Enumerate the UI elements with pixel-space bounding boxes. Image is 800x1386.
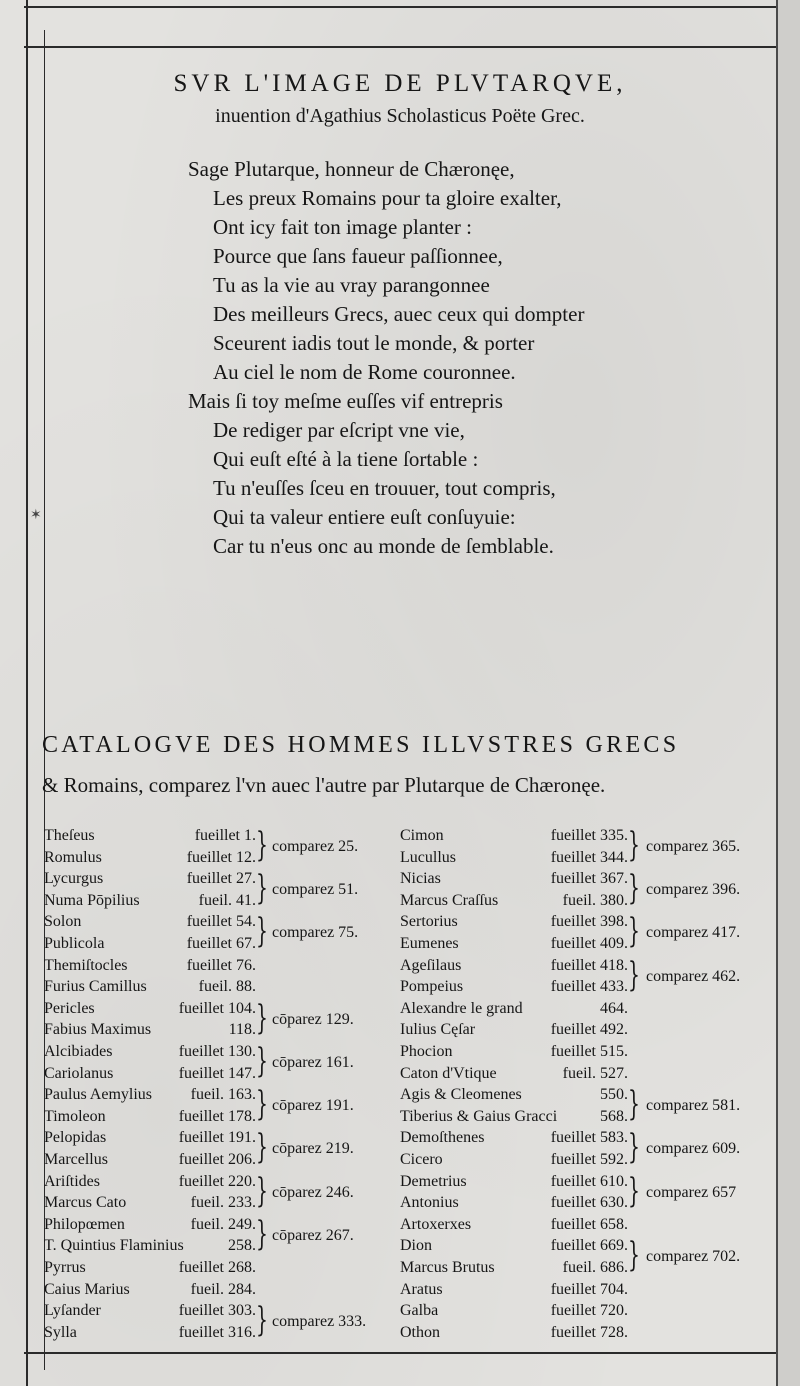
brace-icon: }	[256, 825, 268, 865]
comparison-label: comparez 333.	[272, 1313, 367, 1331]
catalogue-name: Cicero	[400, 1151, 443, 1168]
comparison-label: cōparez 219.	[272, 1140, 354, 1158]
upper-rule	[24, 46, 776, 48]
catalogue-folio: 464.	[600, 999, 628, 1017]
catalogue-name: Paulus Aemylius	[44, 1086, 153, 1104]
brace-icon: }	[628, 911, 640, 952]
brace-icon: }	[256, 1127, 268, 1168]
comparison-label: cōparez 246.	[272, 1183, 354, 1201]
catalogue-folio: fueillet 398.	[550, 913, 628, 931]
catalogue-folio: fueillet 220.	[178, 1172, 256, 1190]
catalogue-name: Galba	[400, 1302, 439, 1320]
catalogue-name: Caton d'Vtique	[400, 1064, 497, 1082]
brace-icon: }	[628, 1170, 640, 1211]
catalogue-folio: fueillet 658.	[550, 1215, 628, 1233]
catalogue-name: Philopœmen	[44, 1215, 125, 1233]
catalogue-folio: fueillet 147.	[178, 1064, 256, 1082]
catalogue-name: Lyſander	[44, 1302, 101, 1320]
catalogue-name: Marcus Craſſus	[400, 891, 499, 909]
catalogue-folio: fueillet 409.	[550, 935, 628, 952]
poem-line: Tu as la vie au vray parangonnee	[213, 273, 490, 297]
comparison-label: comparez 702.	[646, 1248, 741, 1266]
catalogue-folio: fueillet 27.	[186, 870, 256, 888]
poem-subtitle: inuention d'Agathius Scholasticus Poëte Grec.	[215, 105, 585, 127]
brace-icon: }	[628, 1235, 640, 1276]
catalogue-name: Agis & Cleomenes	[400, 1086, 522, 1104]
catalogue-folio: fueil. 380.	[562, 891, 628, 909]
brace-icon: }	[256, 1041, 268, 1081]
poem-line: Qui ta valeur entiere euſt conſuyuie:	[213, 505, 516, 529]
catalogue-name: Marcus Cato	[44, 1194, 127, 1212]
catalogue-name: Alexandre le grand	[400, 999, 523, 1017]
catalogue-name: Alcibiades	[44, 1043, 113, 1060]
catalogue-folio: fueil. 41.	[198, 891, 256, 909]
poem-line: Au ciel le nom de Rome couronnee.	[213, 360, 516, 384]
catalogue-folio: 568.	[600, 1107, 628, 1125]
brace-icon: }	[628, 868, 640, 909]
poem-line: Ont icy fait ton image planter :	[213, 215, 472, 239]
catalogue-name: Eumenes	[400, 935, 459, 952]
page-edge	[776, 0, 800, 1386]
catalogue-folio: fueillet 206.	[178, 1151, 256, 1168]
poem-line: Tu n'euſſes ſceu en trouuer, tout compris,	[213, 476, 556, 500]
brace-icon: }	[628, 954, 640, 995]
catalogue-folio: fueillet 515.	[550, 1043, 628, 1060]
catalogue-folio: fueillet 67.	[186, 935, 256, 952]
top-rule	[24, 6, 776, 8]
brace-icon: }	[628, 1084, 640, 1125]
comparison-label: cōparez 267.	[272, 1226, 354, 1244]
catalogue-name: Artoxerxes	[400, 1215, 472, 1233]
catalogue-folio: fueil. 88.	[198, 978, 256, 996]
catalogue-folio: fueil. 284.	[190, 1280, 256, 1298]
catalogue-folio: fueillet 610.	[550, 1172, 628, 1190]
brace-icon: }	[256, 997, 268, 1038]
brace-icon: }	[256, 1170, 268, 1211]
comparison-label: comparez 609.	[646, 1140, 741, 1158]
catalogue-folio: fueillet 178.	[178, 1107, 256, 1125]
catalogue-folio: fueillet 728.	[550, 1323, 628, 1341]
poem-line: Pource que ſans faueur paſſionnee,	[213, 244, 503, 268]
catalogue-folio: fueillet 344.	[550, 848, 628, 866]
catalogue-name: Romulus	[44, 848, 102, 866]
catalogue-folio: 258.	[228, 1237, 256, 1255]
brace-icon: }	[256, 868, 268, 909]
inner-margin-rule	[44, 30, 45, 1370]
catalogue-name: Pelopidas	[44, 1129, 107, 1147]
poem-line: Sage Plutarque, honneur de Chæronęe,	[188, 157, 515, 181]
comparison-label: cōparez 191.	[272, 1097, 354, 1115]
brace-icon: }	[256, 1213, 268, 1254]
catalogue-folio: fueillet 303.	[178, 1302, 256, 1320]
brace-icon: }	[628, 1127, 640, 1168]
left-margin-rule	[26, 0, 28, 1386]
catalogue-name: Theſeus	[44, 827, 95, 844]
catalogue-name: Marcus Brutus	[400, 1259, 495, 1276]
catalogue-name: Solon	[44, 913, 82, 931]
comparison-label: comparez 462.	[646, 967, 741, 985]
catalogue-folio: fueillet 268.	[178, 1259, 256, 1276]
poem-line: Mais ſi toy meſme euſſes vif entrepris	[188, 389, 503, 413]
catalogue-name: Furius Camillus	[44, 978, 147, 996]
brace-icon: }	[256, 1300, 268, 1341]
catalogue-name: Fabius Maximus	[44, 1021, 152, 1039]
catalogue-name: Aratus	[400, 1280, 443, 1298]
catalogue-name: Lucullus	[400, 848, 456, 866]
catalogue-name: Phocion	[400, 1043, 453, 1060]
catalogue-name: Iulius Cęſar	[400, 1021, 476, 1039]
catalogue-folio: fueillet 316.	[178, 1323, 256, 1341]
comparison-label: cōparez 129.	[272, 1010, 354, 1028]
catalogue-folio: fueillet 12.	[186, 848, 256, 866]
poem-line: Des meilleurs Grecs, auec ceux qui dompter	[213, 302, 585, 326]
comparison-label: comparez 51.	[272, 881, 359, 899]
catalogue-name: Publicola	[44, 935, 105, 952]
bottom-rule	[24, 1352, 776, 1354]
catalogue-folio: fueillet 335.	[550, 827, 628, 844]
comparison-label: cōparez 161.	[272, 1054, 354, 1071]
catalogue-name: Numa Pōpilius	[44, 891, 140, 909]
catalogue-name: Lycurgus	[44, 870, 104, 888]
comparison-label: comparez 581.	[646, 1097, 741, 1115]
catalogue-folio: fueil. 527.	[562, 1064, 628, 1082]
comparison-label: comparez 417.	[646, 924, 741, 942]
catalogue-name: Cimon	[400, 827, 444, 844]
catalogue-folio: fueillet 191.	[178, 1129, 256, 1147]
catalogue-folio: fueillet 592.	[550, 1151, 628, 1168]
catalogue-name: Caius Marius	[44, 1280, 130, 1298]
catalogue-folio: fueillet 492.	[550, 1021, 628, 1039]
catalogue-name: Ariſtides	[44, 1172, 100, 1190]
catalogue-name: T. Quintius Flaminius	[44, 1237, 184, 1255]
catalogue-folio: fueillet 704.	[550, 1280, 628, 1298]
comparison-label: comparez 25.	[272, 838, 359, 855]
catalogue-folio: fueil. 233.	[190, 1194, 256, 1212]
catalogue-folio: fueillet 418.	[550, 956, 628, 974]
catalogue-title: CATALOGVE DES HOMMES ILLVSTRES GRECS	[42, 732, 680, 758]
catalogue-folio: fueillet 630.	[550, 1194, 628, 1212]
catalogue-folio: fueillet 433.	[550, 978, 628, 996]
catalogue-name: Othon	[400, 1323, 440, 1341]
catalogue-folio: fueillet 1.	[194, 827, 256, 844]
catalogue-name: Sylla	[44, 1323, 77, 1341]
poem-line: De rediger par eſcript vne vie,	[213, 418, 465, 442]
catalogue-name: Demoſthenes	[400, 1129, 485, 1147]
brace-icon: }	[256, 1084, 268, 1125]
catalogue-folio: 118.	[228, 1021, 256, 1039]
catalogue-folio: fueillet 720.	[550, 1302, 628, 1320]
poem-title: SVR L'IMAGE DE PLVTARQVE,	[173, 70, 627, 97]
comparison-label: comparez 657	[646, 1183, 737, 1201]
poem-line: Car tu n'eus onc au monde de ſemblable.	[213, 534, 554, 558]
catalogue-folio: fueil. 163.	[190, 1086, 256, 1104]
catalogue-name: Sertorius	[400, 913, 458, 931]
catalogue-name: Pericles	[44, 999, 95, 1017]
catalogue-folio: fueillet 76.	[186, 956, 256, 974]
catalogue-folio: fueillet 104.	[178, 999, 256, 1017]
brace-icon: }	[628, 825, 640, 865]
catalogue-subtitle: & Romains, comparez l'vn auec l'autre par Plutarque de Chæronęe.	[42, 773, 606, 797]
catalogue-name: Pompeius	[400, 978, 464, 996]
poem-line: Qui euſt eſté à la tiene ſortable :	[213, 447, 479, 471]
catalogue-name: Dion	[400, 1237, 432, 1255]
catalogue-folio: fueillet 54.	[186, 913, 256, 931]
poem-line: Les preux Romains pour ta gloire exalter,	[213, 186, 562, 210]
catalogue-name: Timoleon	[44, 1107, 106, 1125]
catalogue-folio: fueillet 669.	[550, 1237, 628, 1255]
catalogue-name: Ageſilaus	[400, 956, 462, 974]
catalogue-name: Antonius	[400, 1194, 459, 1212]
catalogue-name: Themiſtocles	[44, 956, 128, 974]
comparison-label: comparez 396.	[646, 881, 741, 899]
catalogue-folio: 550.	[600, 1086, 628, 1104]
catalogue-name: Demetrius	[400, 1172, 467, 1190]
catalogue-name: Marcellus	[44, 1151, 108, 1168]
catalogue-name: Cariolanus	[44, 1064, 114, 1082]
catalogue-folio: fueillet 367.	[550, 870, 628, 888]
comparison-label: comparez 365.	[646, 838, 741, 855]
catalogue-name: Tiberius & Gaius Gracci	[400, 1107, 558, 1125]
catalogue-folio: fueillet 130.	[178, 1043, 256, 1060]
brace-icon: }	[256, 911, 268, 952]
catalogue-name: Pyrrus	[44, 1259, 86, 1276]
ink-mark-icon: ✶	[30, 507, 42, 523]
comparison-label: comparez 75.	[272, 924, 359, 942]
catalogue-folio: fueil. 686.	[562, 1259, 628, 1276]
catalogue-name: Nicias	[400, 870, 441, 888]
poem-line: Sceurent iadis tout le monde, & porter	[213, 331, 535, 355]
catalogue-folio: fueil. 249.	[190, 1215, 256, 1233]
catalogue-folio: fueillet 583.	[550, 1129, 628, 1147]
